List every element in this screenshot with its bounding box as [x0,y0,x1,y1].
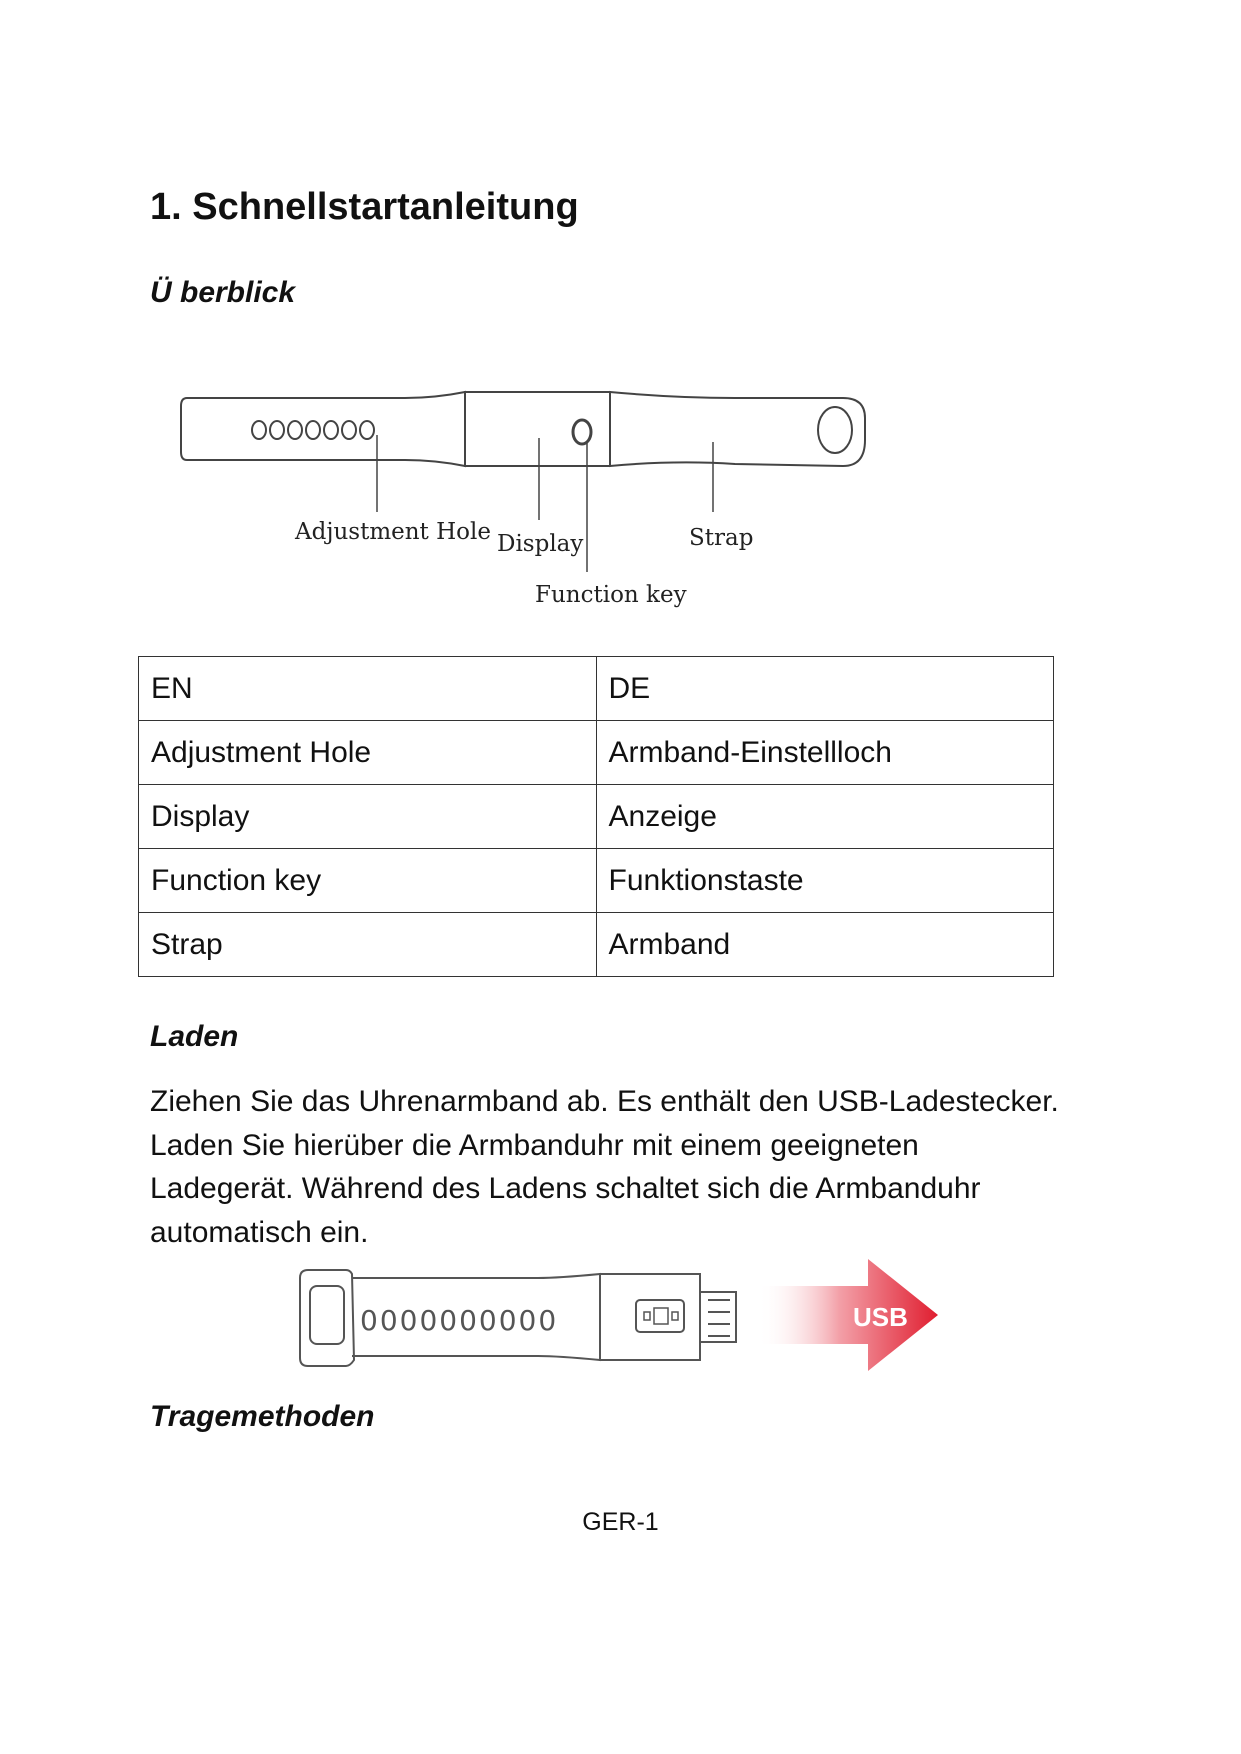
table-cell: Armband [596,913,1054,977]
adjustment-hole [342,421,356,439]
label-display: Display [497,531,584,557]
page-number: GER-1 [582,1508,659,1536]
table-cell: Funktionstaste [596,849,1054,913]
function-key-shape [573,420,591,444]
table-row [139,721,1054,785]
adjustment-hole [252,421,266,439]
usb-arrow [758,1259,938,1371]
adjustment-hole [288,421,302,439]
wearing-heading: Tragemethoden [150,1400,375,1433]
wristband-diagram [175,380,895,630]
adjustment-hole [360,421,374,439]
label-adjustment-hole: Adjustment Hole [295,519,491,545]
table-row [139,913,1054,977]
buckle-end-shape [300,1270,354,1366]
buckle-loop-shape [818,407,852,453]
label-strap: Strap [689,525,754,551]
table-header-row [139,657,1054,721]
page-title: 1. Schnellstartanleitung [150,186,579,228]
overview-heading: Ü berblick [150,276,296,309]
usb-arrow-label: USB [853,1302,908,1332]
usb-charging-illustration [298,1256,948,1376]
label-function-key: Function key [535,582,687,608]
table-header-cell: EN [139,657,597,721]
paragraph-line: Ziehen Sie das Uhrenarmband ab. Es enthält den USB-Ladestecker. [150,1085,1059,1118]
left-strap-shape [181,392,465,466]
buckle-window-shape [310,1286,344,1344]
adjustment-hole [270,421,284,439]
charging-heading: Laden [150,1020,239,1053]
display-body-shape [465,392,610,466]
usb-port-shape [636,1300,684,1332]
table-cell: Armband-Einstellloch [596,721,1054,785]
table-row [139,849,1054,913]
right-strap-shape [610,392,865,466]
table-cell: Adjustment Hole [139,721,597,785]
table-cell: Strap [139,913,597,977]
table-header-cell: DE [596,657,1054,721]
paragraph-line: automatisch ein. [150,1215,369,1249]
paragraph-line: Laden Sie hierüber die Armbanduhr mit einem geeigneten [150,1128,919,1162]
table-row [139,785,1054,849]
translation-table [138,656,1054,977]
charging-paragraph [150,1080,1110,1254]
table-cell: Function key [139,849,597,913]
adjustment-hole [324,421,338,439]
paragraph-line: Ladegerät. Während des Ladens schaltet sich die Armbanduhr [150,1172,981,1205]
strap-digits: 0000000000 [360,1304,559,1337]
adjustment-hole [306,421,320,439]
table-cell: Display [139,785,597,849]
table-cell: Anzeige [596,785,1054,849]
